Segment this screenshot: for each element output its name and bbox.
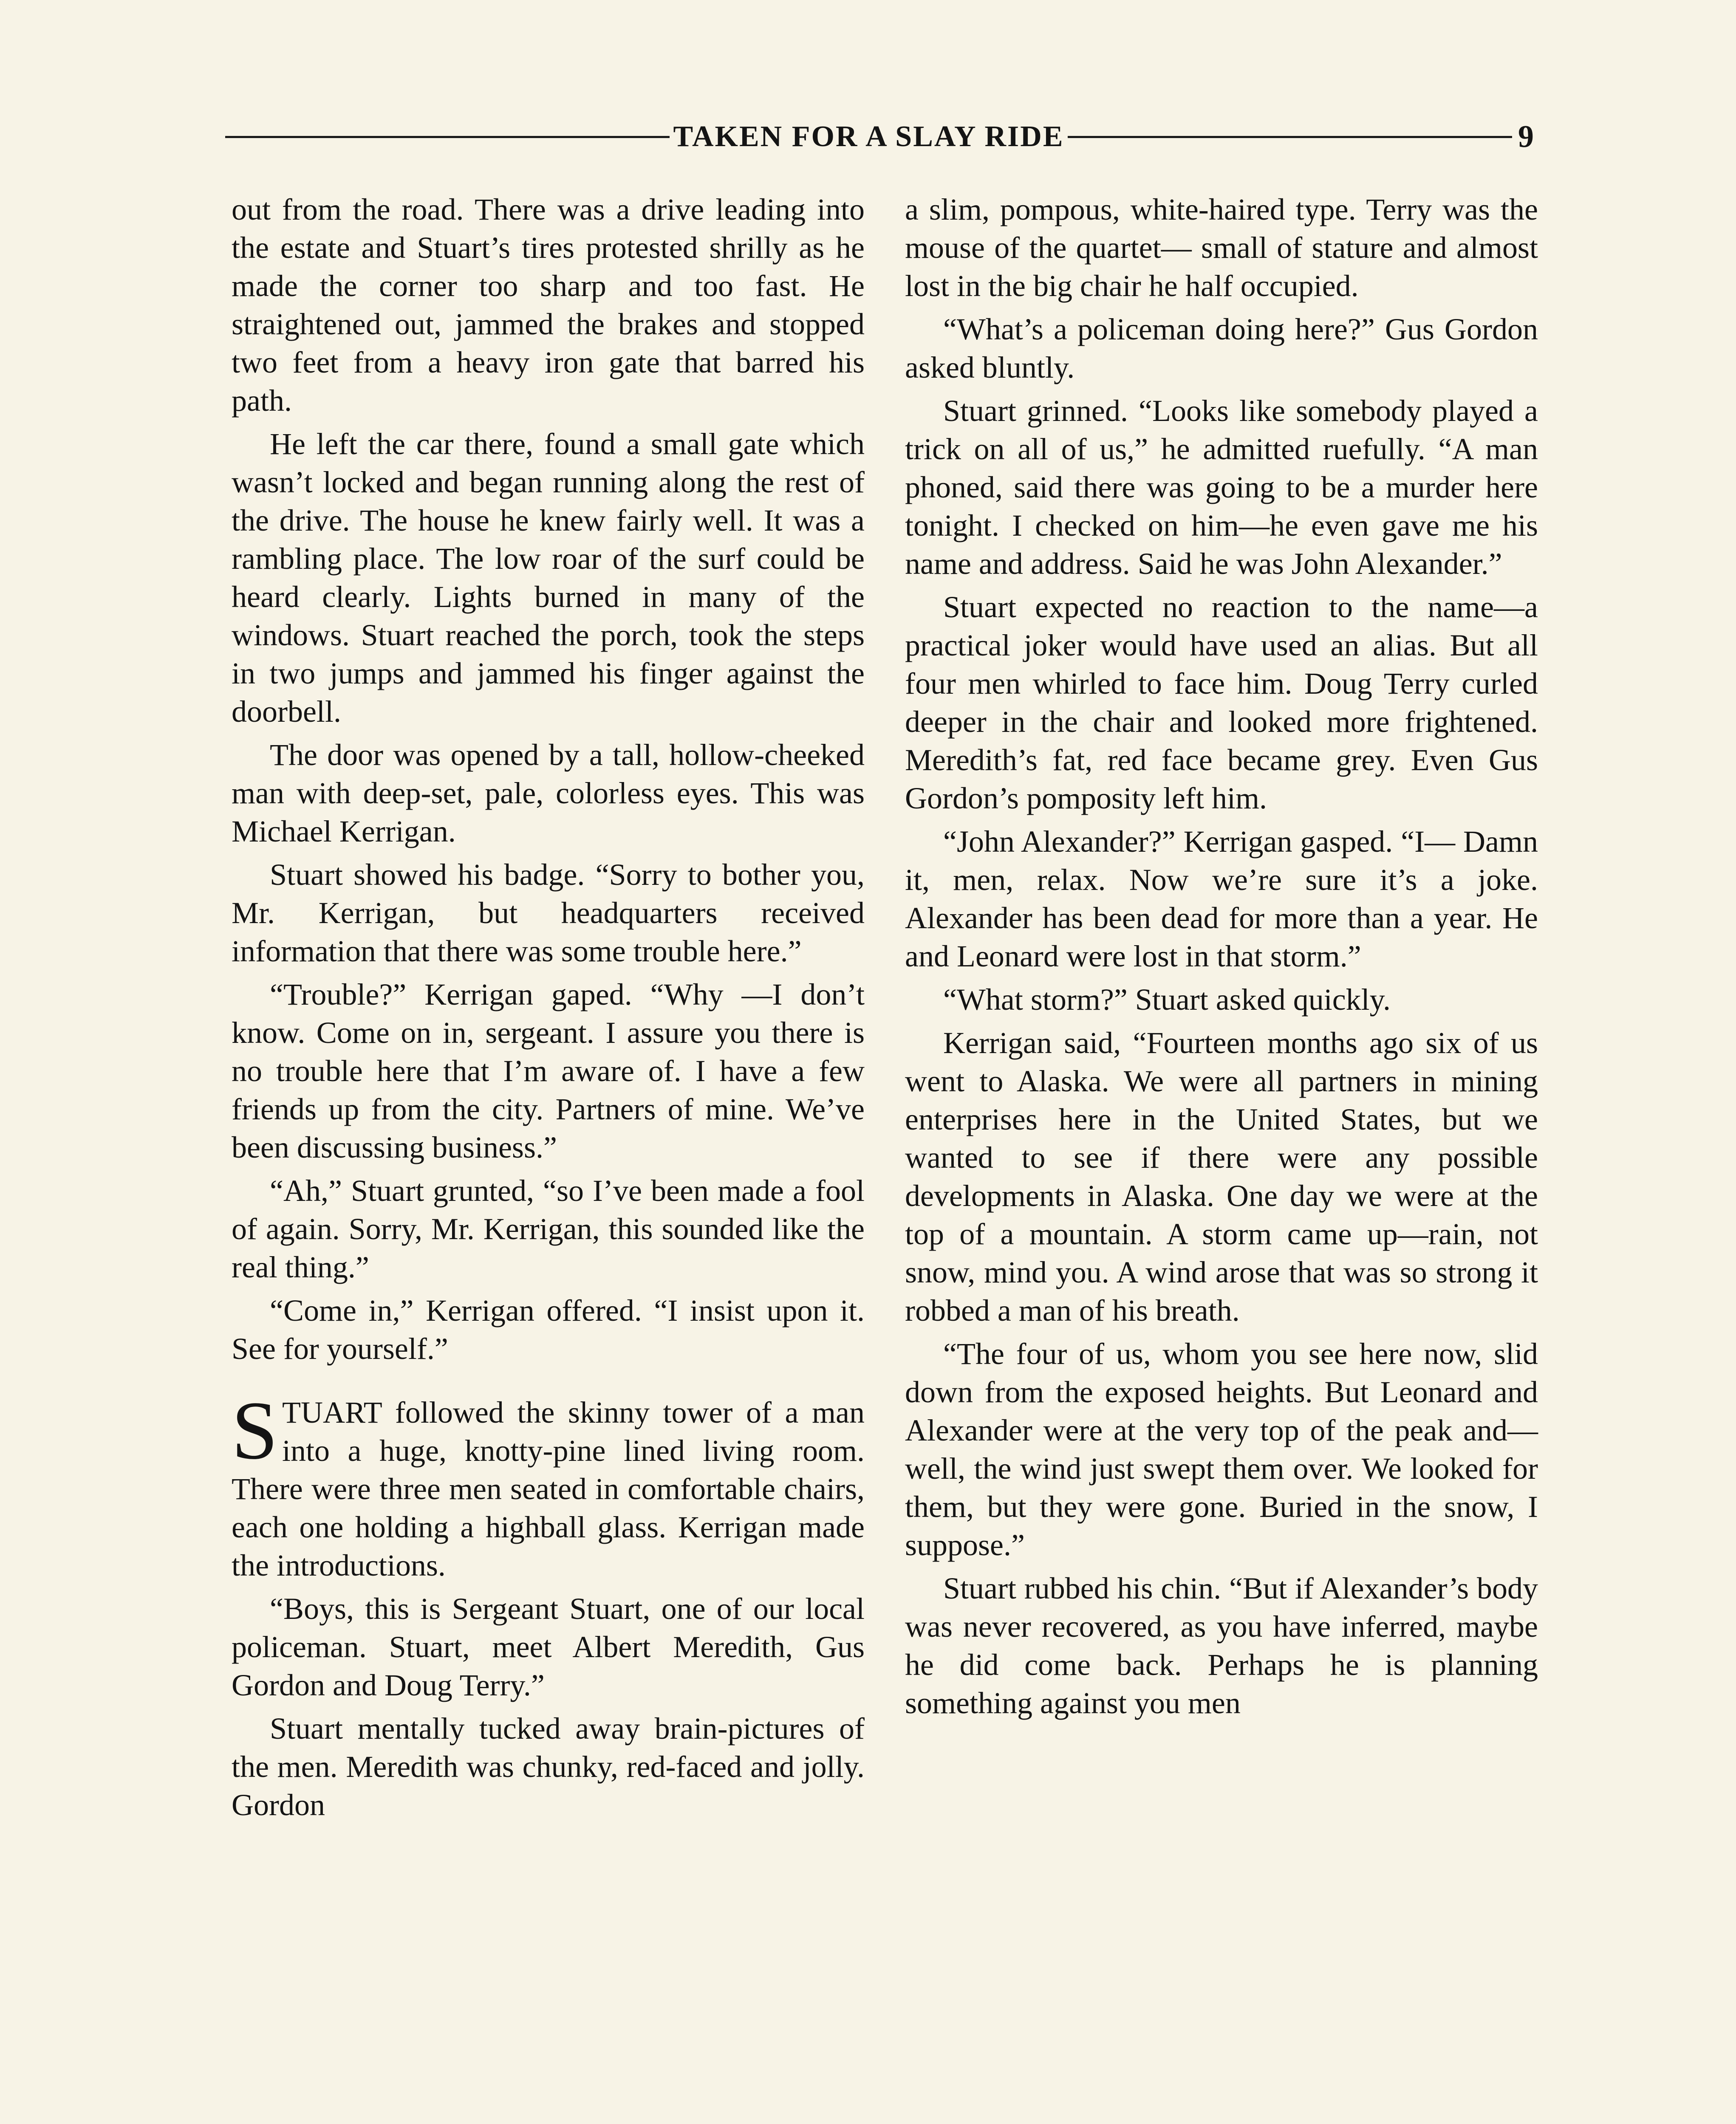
paragraph: “Trouble?” Kerrigan gaped. “Why —I don’t know. Come on in, sergeant. I assure you there is no trouble here that I’m aware of. I have a few friends up from the city. Partners of mine. We’ve been discussing business.” [232, 977, 865, 1164]
header-rule-right [1068, 136, 1512, 138]
paragraph: “Come in,” Kerrigan offered. “I insist upon it. See for yourself.” [232, 1294, 865, 1366]
left-column [232, 190, 865, 2124]
paragraph: Stuart rubbed his chin. “But if Alexander’s body was never recovered, as you have inferred, maybe he did come back. Perhaps he is planning something against you men [905, 1571, 1538, 1720]
right-column [905, 190, 1538, 2124]
paragraph: The door was opened by a tall, hollow-cheeked man with deep-set, pale, colorless eyes. This was Michael Kerrigan. [232, 738, 865, 848]
section-opening-paragraph [232, 1384, 865, 1585]
paragraph: “John Alexander?” Kerrigan gasped. “I— Damn it, men, relax. Now we’re sure it’s a joke. Alexander has been dead for more than a year. He and Leonard were lost in that storm.” [905, 825, 1538, 973]
section-text: followed the skinny tower of a man into a huge, knotty-pine lined living room. There were three men seated in comfortable chairs, each one holding a highball glass. Kerrigan made the introductions. [232, 1395, 865, 1582]
paragraph: He left the car there, found a small gate which wasn’t locked and began running along the rest of the drive. The house he knew fairly well. It was a rambling place. The low roar of the surf could be heard clearly. Lights burned in many of the windows. Stuart reached the porch, took the steps in two jumps and jammed his finger against the doorbell. [232, 427, 865, 729]
paragraph: “What’s a policeman doing here?” Gus Gordon asked bluntly. [905, 312, 1538, 384]
paragraph: “The four of us, whom you see here now, slid down from the exposed heights. But Leonard and Alexander were at the very top of the peak and—well, the wind just swept them over. We looked for them, but they were gone. Buried in the snow, I suppose.” [905, 1337, 1538, 1562]
paragraph: “Ah,” Stuart grunted, “so I’ve been made a fool of again. Sorry, Mr. Kerrigan, this sounded like the real thing.” [232, 1174, 865, 1284]
header-rule-left [225, 136, 670, 138]
paragraph: Stuart showed his badge. “Sorry to bother you, Mr. Kerrigan, but headquarters received information that there was some trouble here.” [232, 858, 865, 968]
section-lead-word: TUART [282, 1395, 382, 1429]
paragraph: Kerrigan said, “Fourteen months ago six of us went to Alaska. We were all partners in mining enterprises here in the United States, but we wanted to see if there were any possible developments in Alaska. One day we were at the top of a mountain. A storm came up—rain, not snow, mind you. A wind arose that was so strong it robbed a man of his breath. [905, 1026, 1538, 1328]
paragraph: “Boys, this is Sergeant Stuart, one of our local policeman. Stuart, meet Albert Meredith, Gus Gordon and Doug Terry.” [232, 1592, 865, 1702]
drop-cap: S [232, 1384, 278, 1477]
paragraph: Stuart expected no reaction to the name—a practical joker would have used an alias. But all four men whirled to face him. Doug Terry curled deeper in the chair and looked more frightened. Meredith’s fat, red face became grey. Even Gus Gordon’s pomposity left him. [905, 590, 1538, 815]
paragraph: Stuart mentally tucked away brain-pictures of the men. Meredith was chunky, red-faced and jolly. Gordon [232, 1712, 865, 1822]
paragraph: Stuart grinned. “Looks like somebody played a trick on all of us,” he admitted ruefully. “A man phoned, said there was going to be a murder here tonight. I checked on him—he even gave me his name and address. Said he was John Alexander.” [905, 394, 1538, 581]
running-header [225, 116, 1534, 158]
paragraph: a slim, pompous, white-haired type. Terry was the mouse of the quartet— small of stature and almost lost in the big chair he half occupied. [905, 192, 1538, 303]
story-title: TAKEN FOR A SLAY RIDE [673, 120, 1064, 153]
paragraph: out from the road. There was a drive leading into the estate and Stuart’s tires protested shrilly as he made the corner too sharp and too fast. He straightened out, jammed the brakes and stopped two feet from a heavy iron gate that barred his path. [232, 192, 865, 418]
paragraph: “What storm?” Stuart asked quickly. [943, 983, 1391, 1017]
page-number: 9 [1518, 119, 1534, 154]
